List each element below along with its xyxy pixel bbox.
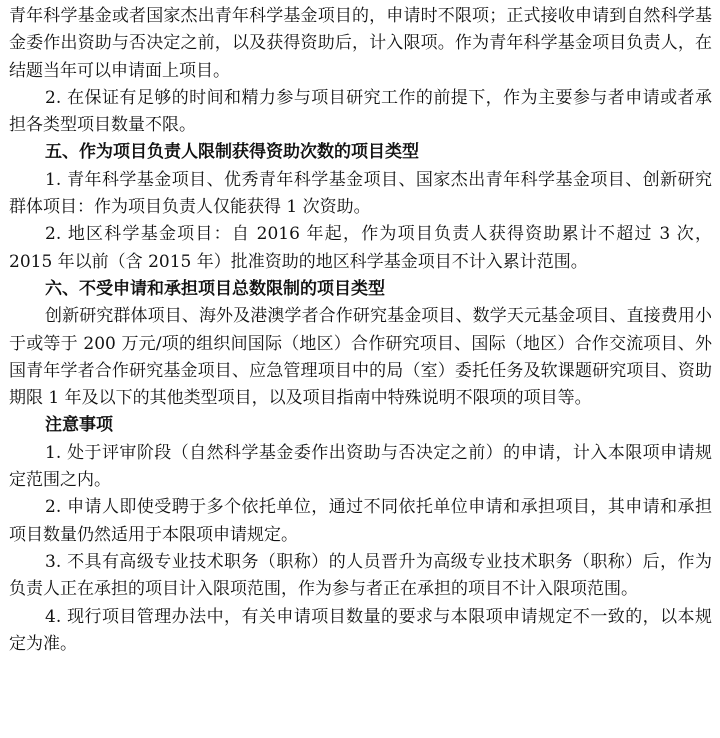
section-5-heading: 五、作为项目负责人限制获得资助次数的项目类型 (45, 142, 419, 163)
notes-item-3: 3. 不具有高级专业技术职务（职称）的人员晋升为高级专业技术职务（职称）后，作为负责人正在承担的项目计入限项范围，作为参与者正在承担的项目不计入限项范围。 (9, 551, 712, 600)
section-5-item-2: 2. 地区科学基金项目：自 2016 年起，作为项目负责人获得资助累计不超过 3 次，2015 年以前（含 2015 年）批准资助的地区科学基金项目不计入累计范围。 (9, 224, 712, 272)
notes-item-2: 2. 申请人即使受聘于多个依托单位，通过不同依托单位申请和承担项目，其申请和承担项目数量仍然适用于本限项申请规定。 (9, 497, 712, 545)
notes-item-4: 4. 现行项目管理办法中，有关申请项目数量的要求与本限项申请规定不一致的，以本规定为准。 (9, 606, 712, 654)
item-2-paragraph: 2. 在保证有足够的时间和精力参与项目研究工作的前提下，作为主要参与者申请或者承担各类型项目数量不限。 (9, 87, 712, 136)
intro-paragraph: 青年科学基金或者国家杰出青年科学基金项目的，申请时不限项；正式接收申请到自然科学基金委作出资助与否决定之前，以及获得资助后，计入限项。作为青年科学基金项目负责人，在结题当年可以申请面上项目。 (9, 6, 712, 81)
notes-heading: 注意事项 (45, 415, 113, 436)
section-6-heading: 六、不受申请和承担项目总数限制的项目类型 (45, 278, 385, 299)
notes-item-1: 1. 处于评审阶段（自然科学基金委作出资助与否决定之前）的申请，计入本限项申请规定范围之内。 (9, 442, 712, 491)
section-5-item-1: 1. 青年科学基金项目、优秀青年科学基金项目、国家杰出青年科学基金项目、创新研究群体项目：作为项目负责人仅能获得 1 次资助。 (9, 169, 712, 218)
section-6-body: 创新研究群体项目、海外及港澳学者合作研究基金项目、数学天元基金项目、直接费用小于或等于 200 万元/项的组织间国际（地区）合作研究项目、国际（地区）合作交流项目、外国青年学者合作研究基金项目、应急管理项目中的局（室）委托任务及软课题研究项目、资助期限 1 年及以下的其他类型项目，以及项目指南中特殊说明不限项的项目等。 (9, 306, 712, 409)
